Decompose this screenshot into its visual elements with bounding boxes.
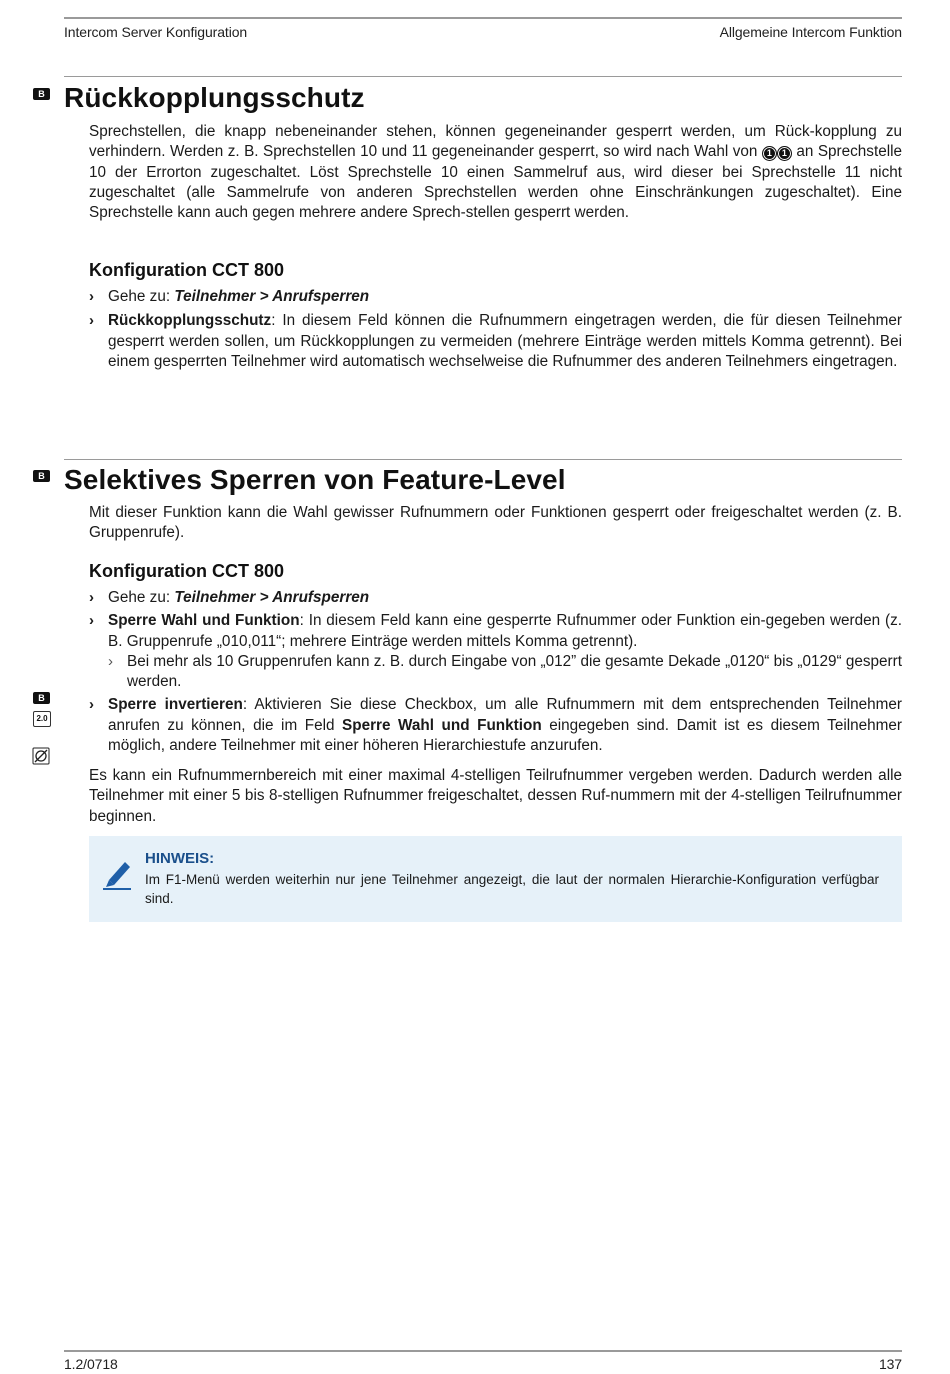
section1-list [89, 287, 902, 372]
list-item: › Sperre Wahl und Funktion: In diesem Feld kann eine gesperrte Rufnummer oder Funktion ein-gegeben werden (z. B. Gruppenrufe „010,011“; mehrere Einträge werden mittels Komma getrennt). [89, 612, 902, 650]
note-title: HINWEIS: [145, 850, 215, 867]
product-badge-b: B [33, 692, 50, 704]
field-term: Sperre Wahl und Funktion [108, 612, 300, 630]
footer-rule [64, 1350, 902, 1352]
field-reference: Sperre Wahl und Funktion [342, 716, 542, 734]
outline-chevron-icon: › [108, 652, 113, 670]
chevron-right-icon: › [89, 612, 94, 630]
field-term: Rückkopplungsschutz [108, 312, 272, 330]
chevron-right-icon: › [89, 696, 94, 714]
section2-intro: Mit dieser Funktion kann die Wahl gewisser Rufnummern oder Funktionen gesperrt oder freigeschaltet werden (z. B. Gruppenrufe). [89, 504, 902, 542]
footer-version: 1.2/0718 [64, 1356, 118, 1372]
note-box [89, 836, 902, 922]
menu-path: Teilnehmer > Anrufsperren [174, 589, 370, 606]
sub-list-item: › Bei mehr als 10 Gruppenrufen kann z. B. durch Eingabe von „012” die gesamte Dekade „0120“ bis „0129“ gesperrt werden. [108, 652, 902, 691]
key-1-icon: 1 [762, 146, 777, 161]
section1-rule [64, 76, 902, 77]
section2-rule [64, 459, 902, 460]
list-item: › Gehe zu: Teilnehmer > Anrufsperren [89, 287, 902, 307]
chevron-right-icon: › [89, 312, 94, 330]
pencil-icon [101, 856, 133, 890]
list-item: › Rückkopplungsschutz: In diesem Feld können die Rufnummern eingetragen werden, die für diesen Teilnehmer gesperrt werden sollen, um Rückkopplungen zu vermeiden (mehrere Einträge werden mittels Komma getrennt). Bei einem gesperrten Teilnehmer wird automatisch wechselweise die Rufnummer des anderen Teilnehmers eingetragen. [89, 312, 902, 370]
chevron-right-icon: › [89, 288, 94, 305]
header-right-title: Allgemeine Intercom Funktion [719, 24, 902, 40]
list-item: › Gehe zu: Teilnehmer > Anrufsperren [89, 588, 902, 608]
chevron-right-icon: › [89, 589, 94, 606]
section1-intro: Sprechstellen, die knapp nebeneinander stehen, können gegeneinander gesperrt werden, um Rück-kopplung zu verhindern. Werden z. B. Sprechstellen 10 und 11 gegeneinander gesperrt, so wird nach Wahl von 1 1 an Sprechstelle 10 der Errorton zugeschaltet. Löst Sprechstelle 10 einen Sammelruf aus, wird dieser bei Sprechstelle 11 nicht zugeschaltet (alle Sammelrufe von anderen Sprechstellen werden ohne Einschränkungen zugeschaltet). Eine Sprechstelle kann auch gegen mehrere andere Sprech-stellen gesperrt werden. [89, 123, 903, 222]
note-body: Im F1-Menü werden weiterhin nur jene Teilnehmer angezeigt, die laut der normalen Hierarchie-Konfiguration verfügbar sind. [145, 872, 879, 906]
field-term: Sperre invertieren [108, 696, 243, 714]
product-badge-b: B [33, 470, 50, 482]
section1-config-title: Konfiguration CCT 800 [89, 260, 285, 280]
page-number: 137 [878, 1356, 902, 1372]
section2-list [89, 588, 902, 756]
section1-title: Rückkopplungsschutz [64, 82, 365, 113]
not-available-icon [32, 747, 50, 765]
menu-path: Teilnehmer > Anrufsperren [174, 288, 370, 305]
list-item: › Sperre invertieren: Aktivieren Sie diese Checkbox, um alle Rufnummern mit dem entsprechenden Teilnehmer anrufen zu können, die im Feld Sperre Wahl und Funktion eingegeben sind. Damit ist es diesem Teilnehmer möglich, andere Teilnehmer mit einer höheren Hierarchiestufe anzurufen. [89, 696, 903, 755]
key-1-icon: 1 [777, 146, 792, 161]
section2-config-title: Konfiguration CCT 800 [89, 561, 285, 581]
header-left-title: Intercom Server Konfiguration [64, 24, 248, 40]
header-top-rule [64, 17, 902, 19]
product-badge-b: B [33, 88, 50, 100]
version-badge: 2.0 [33, 711, 51, 727]
section2-title: Selektives Sperren von Feature-Level [64, 464, 566, 495]
section2-outro: Es kann ein Rufnummernbereich mit einer maximal 4-stelligen Teilrufnummer vergeben werden. Dadurch werden alle Teilnehmer mit einer 5 bis 8-stelligen Rufnummer freigeschaltet, dessen Ruf-nummern mit der 4-stelligen Teilrufnummer beginnen. [89, 767, 902, 825]
